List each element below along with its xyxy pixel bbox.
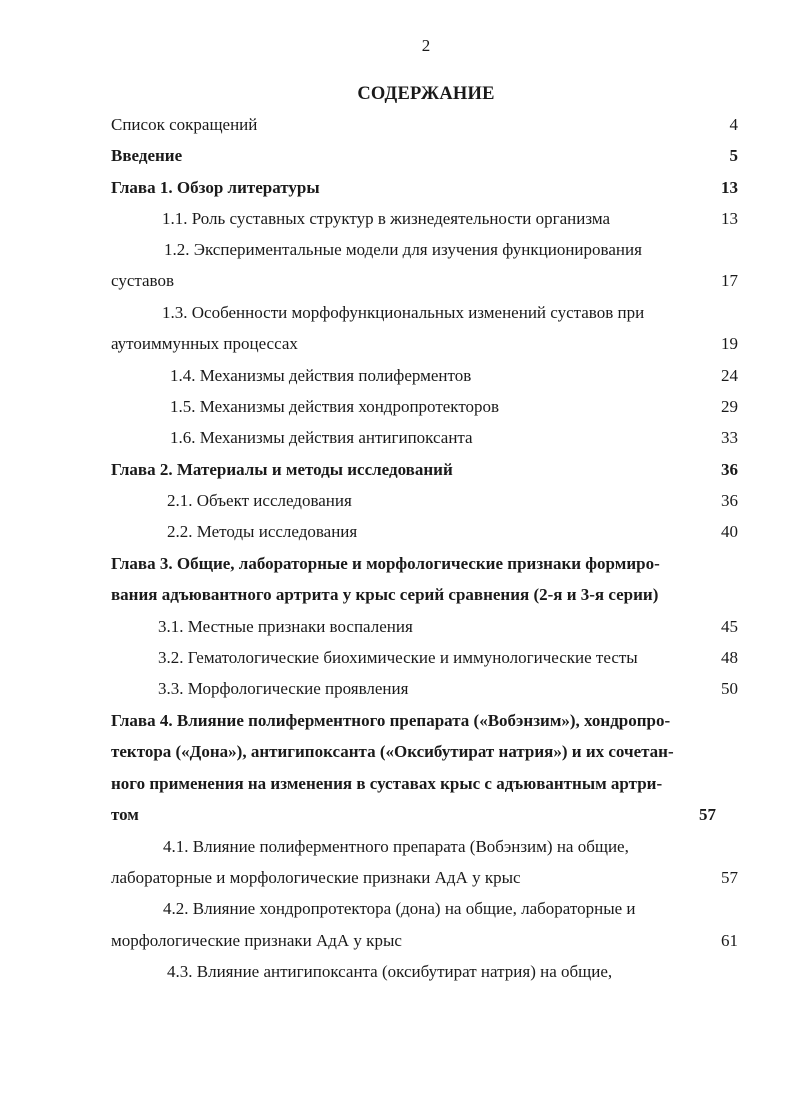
toc-entry-text: 3.3. Морфологические проявления [158,679,409,698]
toc-entry-text: 4.3. Влияние антигипоксанта (оксибутират натрия) на общие, [167,962,613,981]
toc-entry-text: 2.2. Методы исследования [167,522,358,541]
toc-entry-text: 4.2. Влияние хондропротектора (дона) на общие, лабораторные и [163,899,636,918]
toc-page-number: 4 [729,115,738,134]
toc-page-number: 19 [721,334,738,353]
toc-page-number: 40 [721,522,738,541]
toc-page-number: 61 [721,931,738,950]
toc-page-number: 50 [721,679,738,698]
toc-page-number: 36 [721,491,738,510]
toc-page-number: 13 [721,178,738,197]
toc-entry-text: ного применения на изменения в суставах крыс с адъювантным артри- [111,774,663,793]
toc-entry-text: морфологические признаки АдА у крыс [111,931,402,950]
toc-entry-text: Глава 3. Общие, лабораторные и морфологические признаки формиро- [111,554,660,573]
toc-entry-text: 1.6. Механизмы действия антигипоксанта [170,428,473,447]
toc-entry-text: Глава 4. Влияние полиферментного препарата («Вобэнзим»), хондропро- [111,711,671,730]
page-number: 2 [421,36,431,55]
toc-entry-text: суставов [111,271,174,290]
toc-entry-text: том [111,805,139,824]
toc-entry-text: 1.2. Экспериментальные модели для изучения функционирования [164,240,642,259]
toc-page-number: 5 [729,146,738,165]
toc-entry-text: вания адъювантного артрита у крыс серий сравнения (2-я и 3-я серии) [111,585,659,604]
toc-entry-text: Глава 2. Материалы и методы исследований [111,460,453,479]
toc-entry-text: 1.3. Особенности морфофункциональных изменений суставов при [162,303,645,322]
toc-entry-text: Введение [111,146,183,165]
toc-entry-text: 2.1. Объект исследования [167,491,352,510]
toc-page-number: 17 [721,271,738,290]
toc-entry-text: 3.2. Гематологические биохимические и иммунологические тесты [158,648,638,667]
toc-page-number: 29 [721,397,738,416]
toc-page-number: 13 [721,209,738,228]
toc-page-number: 45 [721,617,738,636]
toc-entry-text: 1.4. Механизмы действия полиферментов [170,366,472,385]
toc-entry-text: Глава 1. Обзор литературы [111,178,320,197]
toc-page-number: 48 [721,648,738,667]
toc-entry-text: 1.5. Механизмы действия хондропротекторов [170,397,500,416]
toc-entry-text: 3.1. Местные признаки воспаления [158,617,413,636]
toc-entry-text: тектора («Дона»), антигипоксанта («Оксибутират натрия») и их сочетан- [111,742,674,761]
toc-entry-text: 1.1. Роль суставных структур в жизнедеятельности организма [162,209,611,228]
toc-entry-text: 4.1. Влияние полиферментного препарата (Вобэнзим) на общие, [163,837,629,856]
toc-page-number: 36 [721,460,738,479]
toc-page-number: 33 [721,428,738,447]
toc-page-number: 57 [721,868,738,887]
toc-entry-text: Список сокращений [111,115,258,134]
toc-page-number: 24 [721,366,738,385]
toc-page-number: 57 [699,805,716,824]
toc-entry-text: лабораторные и морфологические признаки АдА у крыс [111,868,521,887]
page-title: СОДЕРЖАНИЕ [357,84,495,104]
toc-entry-text: аутоиммунных процессах [111,334,298,353]
